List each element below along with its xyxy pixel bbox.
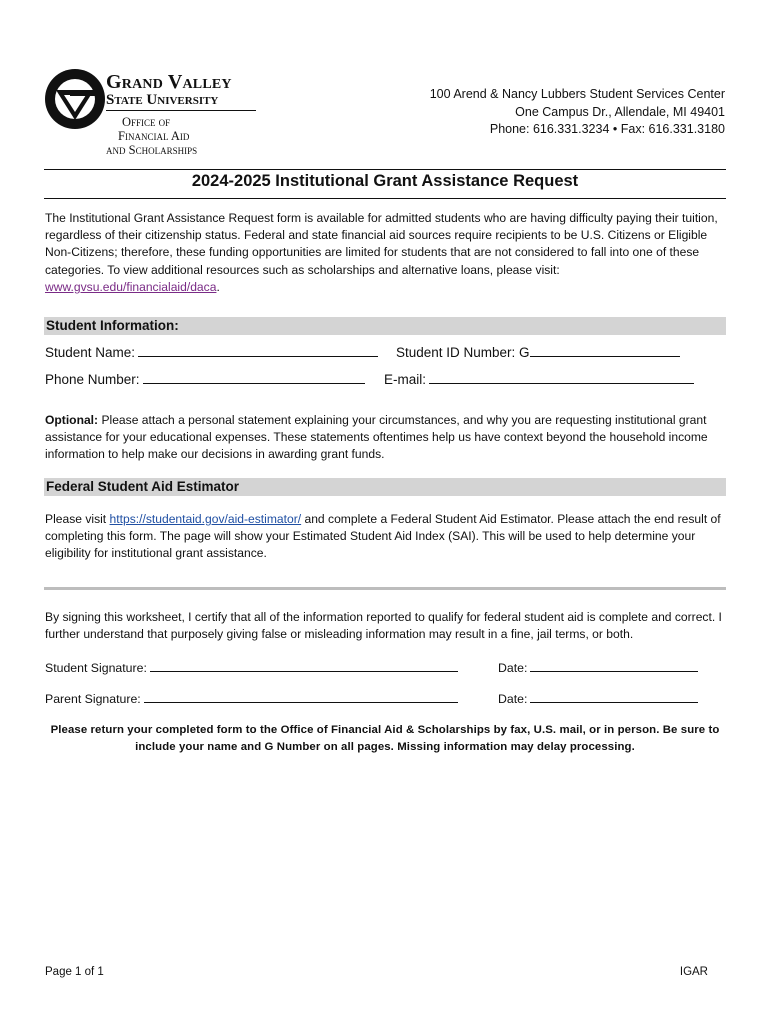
parent-signature-field[interactable] <box>45 689 458 706</box>
optional-paragraph <box>45 412 729 464</box>
student-signature-label: Student Signature: <box>45 661 147 675</box>
optional-text: Please attach a personal statement explaining your circumstances, and why you are requesting institutional grant assistance for your educational expenses. These statements oftentimes help us have context beyond the household income information to help make our decisions in awarding grant funds. <box>45 413 708 462</box>
estimator-heading: Federal Student Aid Estimator <box>46 479 240 494</box>
gvsu-logo <box>44 68 260 157</box>
parent-date-line[interactable] <box>530 689 698 703</box>
office-address <box>430 86 725 139</box>
parent-date-field[interactable] <box>498 689 698 706</box>
intro-text: The Institutional Grant Assistance Request form is available for admitted students who are having difficulty paying their tuition, regardless of their citizenship status. Federal and state financial aid sources require recipients to be U.S. Citizens or Eligible Non-Citizens; therefore, these funding opportunities are limited for students that are not considered to fall into one of these categories. To view additional resources such as scholarships and alternative loans, please visit: <box>45 211 718 277</box>
logo-office-line3: and Scholarships <box>106 143 198 157</box>
logo-office-line1: Office of <box>122 115 171 129</box>
logo-university-line1: Grand Valley <box>106 71 232 93</box>
title-rule-top <box>44 169 726 170</box>
estimator-section-header <box>44 478 726 496</box>
gvsu-emblem-icon <box>44 68 106 130</box>
return-notice: Please return your completed form to the Office of Financial Aid & Scholarships by fax, U.S. mail, or in person. Be sure to include your name and G Number on all pages. Missing information may delay processing. <box>50 724 720 753</box>
address-line1: 100 Arend & Nancy Lubbers Student Services Center <box>429 87 725 101</box>
title-rule-bottom <box>44 198 726 199</box>
estimator-paragraph <box>45 511 729 563</box>
intro-end: . <box>216 279 220 294</box>
student-signature-field[interactable] <box>45 658 458 675</box>
daca-link[interactable]: www.gvsu.edu/financialaid/daca <box>45 279 217 294</box>
student-info-heading: Student Information: <box>46 318 179 333</box>
student-id-label: Student ID Number: G <box>396 345 530 360</box>
student-date-field[interactable] <box>498 658 698 675</box>
phone-line[interactable] <box>143 370 365 384</box>
email-field[interactable] <box>384 370 694 387</box>
optional-label: Optional: <box>45 413 99 427</box>
student-info-section-header <box>44 317 726 335</box>
student-id-field[interactable] <box>396 343 680 360</box>
form-code: IGAR <box>679 966 708 978</box>
student-date-line[interactable] <box>530 658 698 672</box>
logo-office <box>106 115 256 157</box>
student-date-label: Date: <box>498 661 528 675</box>
form-title: 2024-2025 Institutional Grant Assistance Request <box>191 172 579 190</box>
phone-field[interactable] <box>45 370 365 387</box>
intro-paragraph <box>45 210 729 296</box>
student-id-line[interactable] <box>530 343 680 357</box>
student-name-line[interactable] <box>138 343 378 357</box>
logo-university-line2: State University <box>106 92 256 111</box>
student-name-field[interactable] <box>45 343 378 360</box>
email-label: E-mail: <box>384 372 427 387</box>
parent-signature-label: Parent Signature: <box>45 692 141 706</box>
certification-paragraph: By signing this worksheet, I certify that all of the information reported to qualify for federal student aid is complete and correct. I further understand that purposely giving false or misleading information may result in a fine, jail terms, or both. <box>45 610 722 642</box>
parent-date-label: Date: <box>498 692 528 706</box>
aid-estimator-link[interactable]: https://studentaid.gov/aid-estimator/ <box>109 512 302 526</box>
logo-office-line2: Financial Aid <box>118 129 190 143</box>
student-signature-line[interactable] <box>150 658 458 672</box>
section-divider <box>44 587 726 590</box>
address-line2: One Campus Dr., Allendale, MI 49401 <box>515 104 725 119</box>
email-line[interactable] <box>429 370 694 384</box>
page-number: Page 1 of 1 <box>45 966 104 978</box>
student-name-label: Student Name: <box>45 345 136 360</box>
phone-label: Phone Number: <box>45 372 140 387</box>
estimator-post: and complete a Federal Student Aid Estimator. Please attach the end result of completing this form. The page will show your Estimated Student Aid Index (SAI). This will be used to help determine your eligibility for institutional grant assistance. <box>45 512 721 561</box>
estimator-pre: Please visit <box>45 512 110 526</box>
address-line3: Phone: 616.331.3234 • Fax: 616.331.3180 <box>489 122 725 136</box>
parent-signature-line[interactable] <box>144 689 458 703</box>
